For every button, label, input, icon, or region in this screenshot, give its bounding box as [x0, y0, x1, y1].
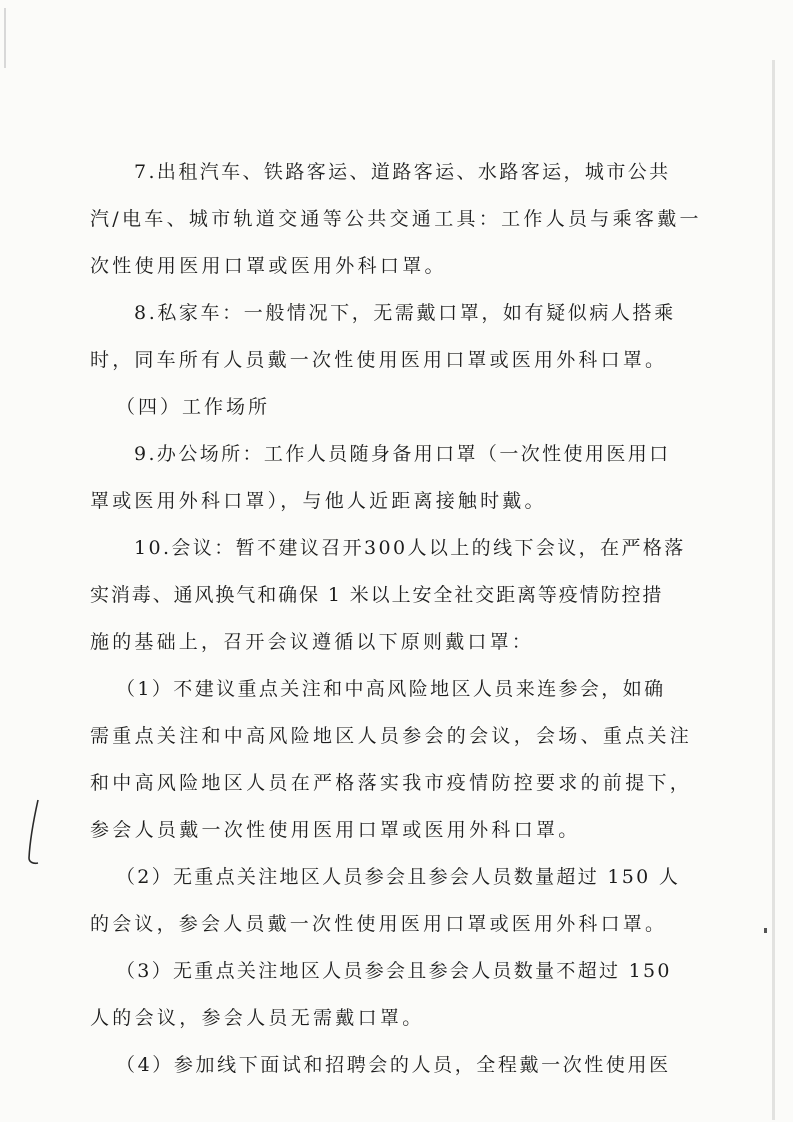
paragraph-line-1: 7.出租汽车、铁路客运、道路客运、水路客运，城市公共 — [134, 161, 671, 183]
paragraph-line-17: 的会议，参会人员戴一次性使用医用口罩或医用外科口罩。 — [90, 913, 668, 935]
paragraph-line-19: 人的会议，参会人员无需戴口罩。 — [90, 1007, 425, 1029]
paragraph-line-18: （3）无重点关注地区人员参会且参会人员数量不超过 150 — [116, 960, 672, 982]
paragraph-line-10: 实消毒、通风换气和确保 1 米以上安全社交距离等疫情防控措 — [90, 584, 664, 606]
handwritten-mark-icon — [24, 798, 48, 868]
paragraph-line-12: （1）不建议重点关注和中高风险地区人员来连参会，如确 — [116, 678, 666, 700]
paragraph-line-4: 8.私家车：一般情况下，无需戴口罩，如有疑似病人搭乘 — [134, 302, 676, 324]
paragraph-line-3: 次性使用医用口罩或医用外科口罩。 — [90, 255, 447, 277]
paragraph-line-20: （4）参加线下面试和招聘会的人员，全程戴一次性使用医 — [116, 1054, 671, 1076]
paragraph-line-7: 9.办公场所：工作人员随身备用口罩（一次性使用医用口 — [134, 443, 671, 465]
paragraph-line-8: 罩或医用外科口罩），与他人近距离接触时戴。 — [90, 490, 547, 512]
paragraph-line-14: 和中高风险地区人员在严格落实我市疫情防控要求的前提下， — [90, 772, 693, 794]
paragraph-line-11: 施的基础上，召开会议遵循以下原则戴口罩： — [90, 631, 535, 653]
paragraph-line-9: 10.会议：暂不建议召开300人以上的线下会议，在严格落 — [134, 537, 686, 559]
paragraph-line-2: 汽/电车、城市轨道交通等公共交通工具：工作人员与乘客戴一 — [90, 208, 702, 230]
paragraph-line-13: 需重点关注和中高风险地区人员参会的会议，会场、重点关注 — [90, 725, 693, 747]
section-heading: （四）工作场所 — [116, 396, 271, 418]
scan-mark — [764, 928, 767, 933]
paragraph-line-16: （2）无重点关注地区人员参会且参会人员数量超过 150 人 — [116, 866, 681, 888]
scan-edge-right — [772, 60, 775, 1120]
paragraph-line-15: 参会人员戴一次性使用医用口罩或医用外科口罩。 — [90, 819, 581, 841]
scan-edge-left — [4, 8, 6, 68]
paragraph-line-5: 时，同车所有人员戴一次性使用医用口罩或医用外科口罩。 — [90, 349, 668, 371]
